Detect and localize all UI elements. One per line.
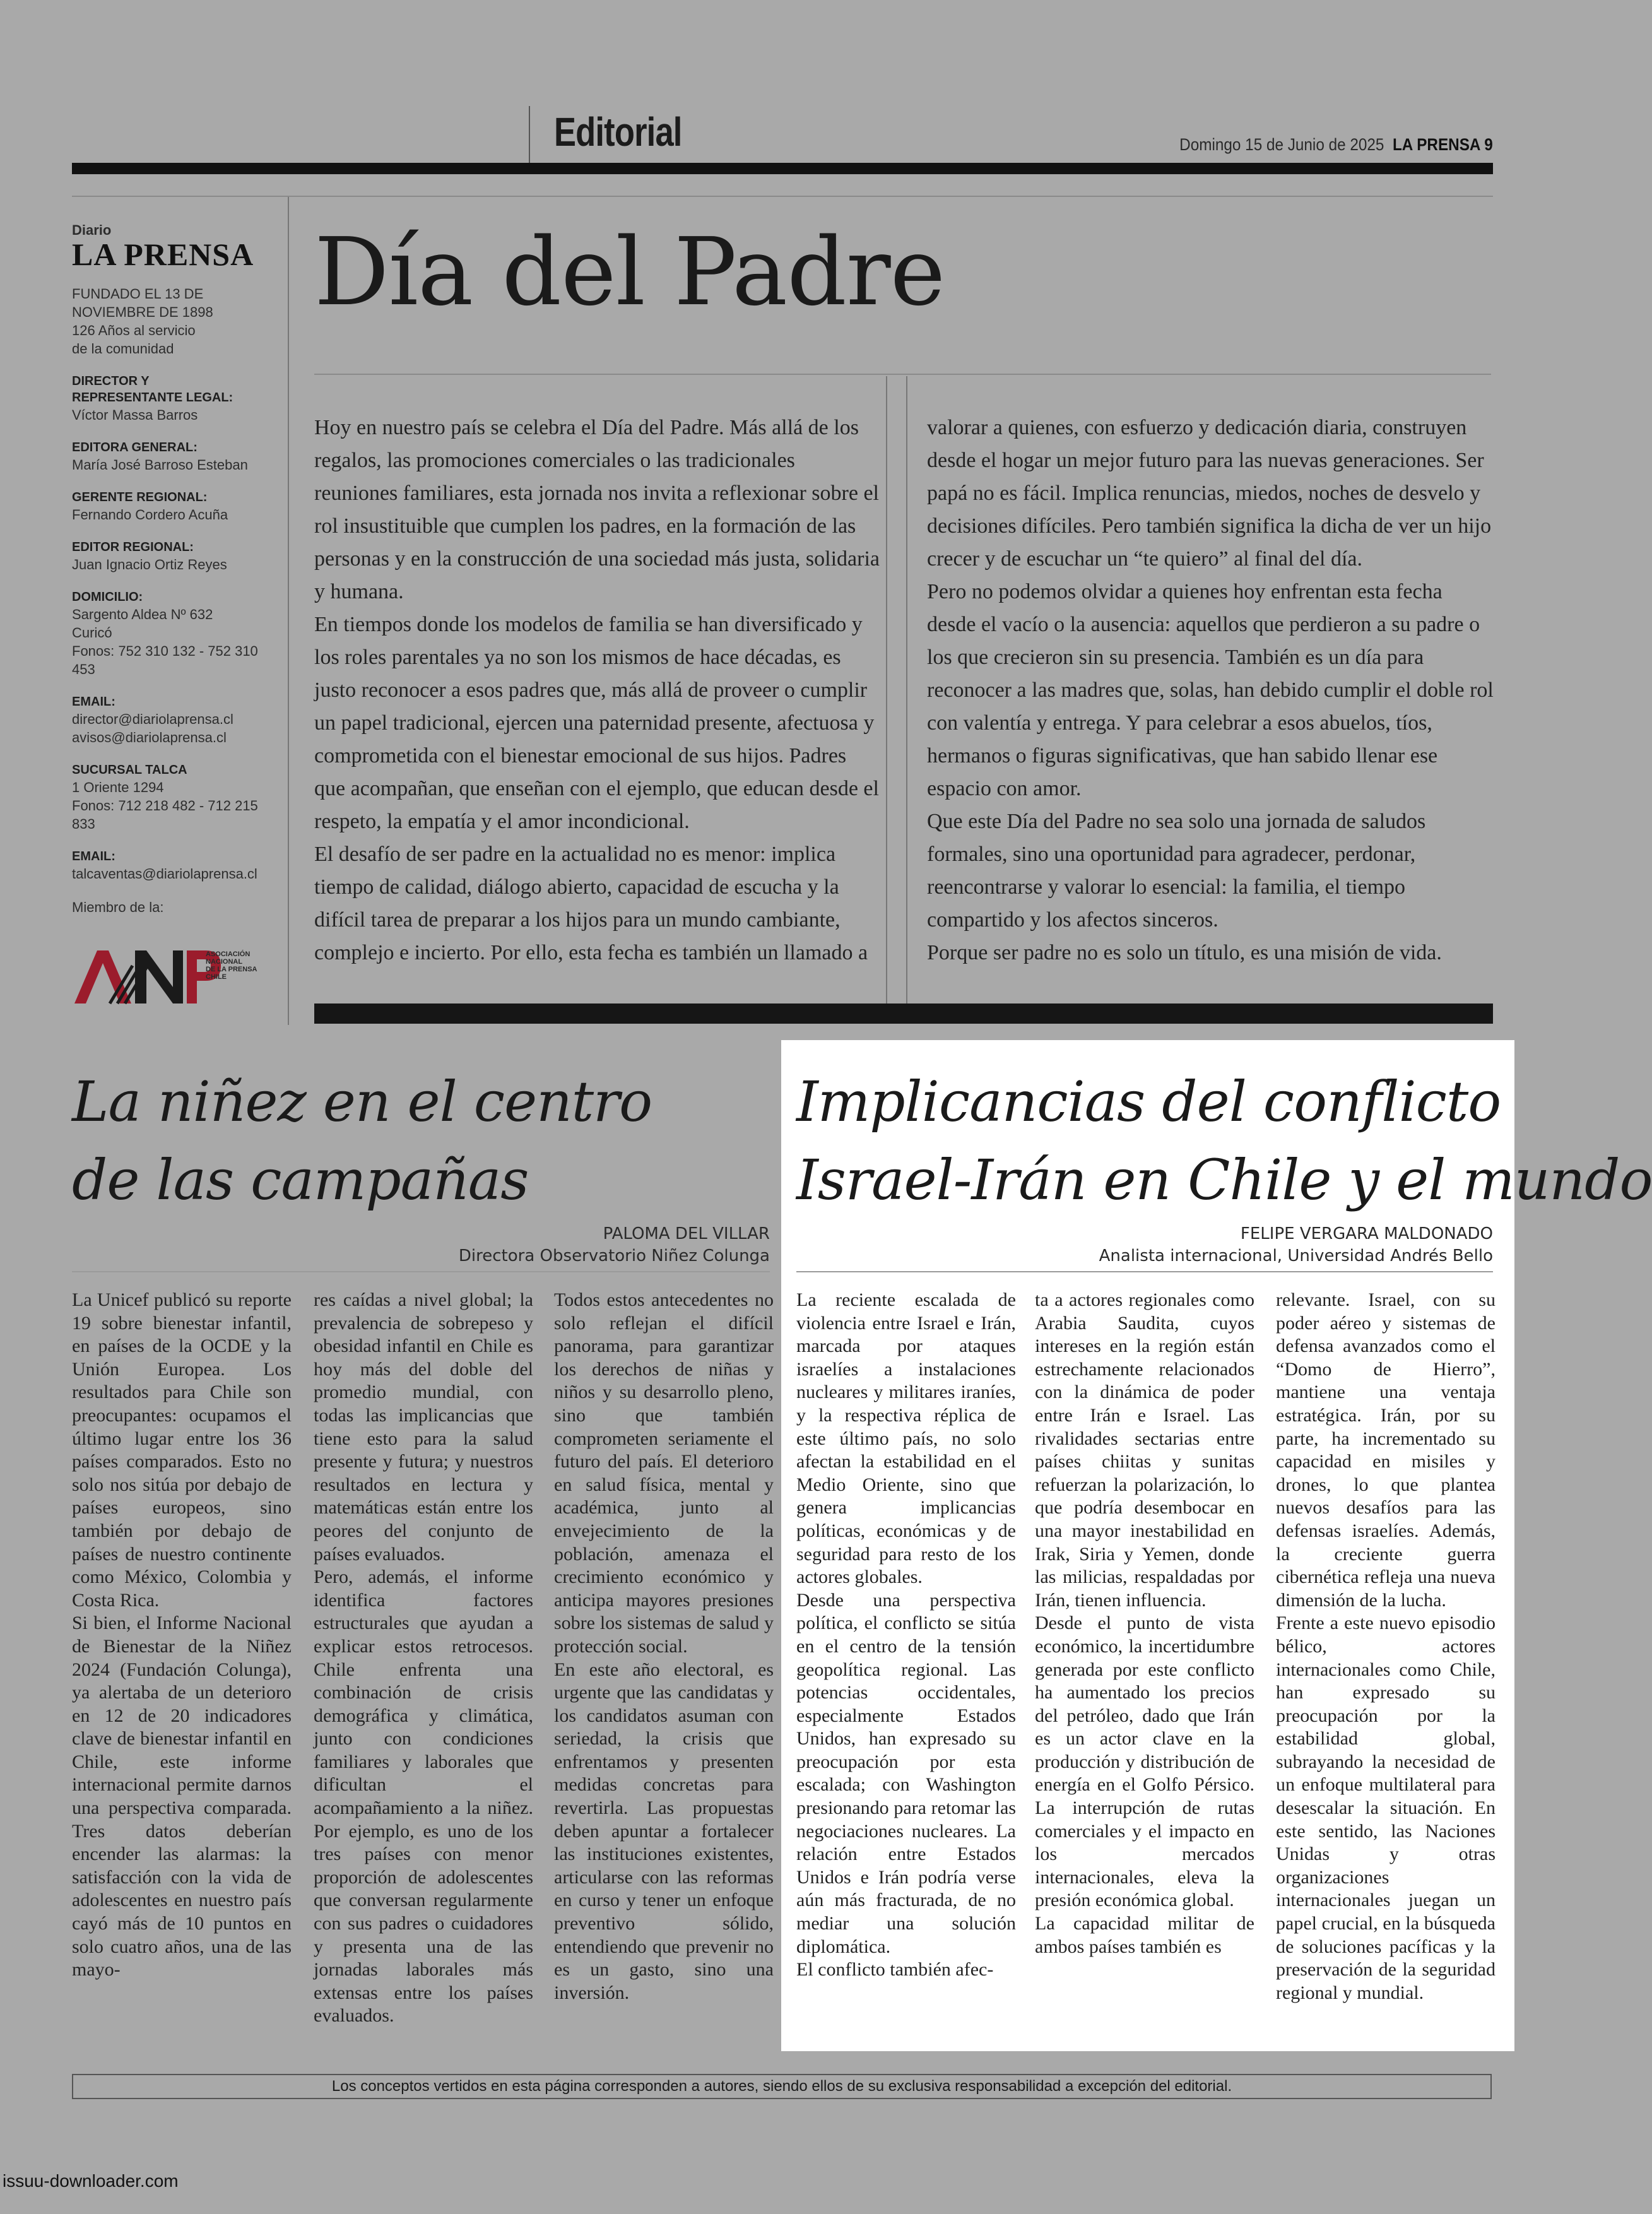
article-paragraph: El conflicto también afec- bbox=[796, 1959, 994, 1980]
article-right-byline bbox=[796, 1223, 1493, 1267]
masthead-brand: LA PRENSA bbox=[72, 237, 254, 272]
masthead-label: EMAIL: bbox=[72, 695, 115, 709]
article-left-column-2 bbox=[314, 1289, 533, 2028]
editorial-paragraph: Porque ser padre no es solo un título, es una misión de vida. bbox=[927, 941, 1442, 964]
article-paragraph: Desde el punto de vista económico, la incertidumbre generada por este conflicto ha aumentado los precios del petróleo, dado que Irán es un actor clave en la producción y distribución de energía en el Golfo Pérsico. La interrupción de rutas comerciales y el impacto en los mercados internacionales, eleva la presión económica global. bbox=[1035, 1613, 1254, 1911]
article-paragraph: Frente a este nuevo episodio bélico, actores internacionales como Chile, han expresado su preocupación por la estabilidad global, subrayando la necesidad de un enfoque multilateral para desescalar la situación. En este sentido, las Naciones Unidas y otras organizaciones internacionales juegan un papel crucial, en la búsqueda de soluciones pacíficas y la preservación de la seguridad regional y mundial. bbox=[1276, 1613, 1496, 2003]
editorial-column-1 bbox=[314, 411, 882, 969]
article-paragraph: Desde una perspectiva política, el conflicto se sitúa en el centro de la tensión geopolítica regional. Las potencias occidentales, especialmente Estados Unidos, han expresado su preocupación por esta escalada; con Washington presionando para retomar las negociaciones nucleares. La relación entre Estados Unidos e Irán podría verse aún más fracturada, de no mediar una solución diplomática. bbox=[796, 1589, 1016, 1957]
article-right-column-2 bbox=[1035, 1289, 1254, 1958]
author-name: FELIPE VERGARA MALDONADO bbox=[1240, 1224, 1493, 1243]
masthead-group bbox=[72, 589, 280, 678]
article-paragraph: La reciente escalada de violencia entre Israel e Irán, marcada por ataques israelíes a instalaciones nucleares y militares iraníes, y la respectiva réplica de este último país, no solo afectan la estabilidad en el Medio Oriente, sino que genera implicancias políticas, económicas y de seguridad para resto de los actores globales. bbox=[796, 1289, 1016, 1588]
masthead-group bbox=[72, 539, 280, 574]
email-link[interactable]: director@diariolaprensa.cl bbox=[72, 711, 233, 727]
column-divider bbox=[886, 376, 887, 1005]
issue-date: Domingo 15 de Junio de 2025 bbox=[1179, 135, 1384, 154]
article-paragraph: Si bien, el Informe Nacional de Bienestar de la Niñez 2024 (Fundación Colunga), ya alertaba de un deterioro en 12 de 20 indicadores clave de bienestar infantil en Chile, este informe internacional permite darnos una perspectiva comparada. Tres datos deberían encender las alarmas: la satisfacción con la vida de adolescentes en nuestro país cayó más de 10 puntos en solo cuatro años, una de las mayo- bbox=[72, 1613, 292, 1980]
editorial-paragraph: En tiempos donde los modelos de familia se han diversificado y los roles parentales ya no son los mismos de hace décadas, es justo reconocer a esos padres que, más allá de proveer o cumplir un papel tradicional, ejercen una paternidad presente, afectuosa y comprometida con el bienestar emocional de sus hijos. Padres que acompañan, que enseñan con el ejemplo, que educan desde el respeto, la empatía y el amor incondicional. bbox=[314, 613, 879, 833]
sidebar-divider bbox=[288, 197, 289, 1025]
article-right-headline bbox=[796, 1063, 1652, 1219]
byline-rule bbox=[72, 1271, 770, 1272]
author-role: Analista internacional, Universidad Andrés Bello bbox=[1099, 1246, 1493, 1265]
anp-logo bbox=[72, 947, 268, 1008]
article-left-byline bbox=[72, 1223, 770, 1267]
masthead-value: Juan Ignacio Ortiz Reyes bbox=[72, 557, 227, 572]
email-link[interactable]: talcaventas@diariolaprensa.cl bbox=[72, 866, 257, 882]
column-divider bbox=[906, 376, 907, 1005]
author-role: Directora Observatorio Niñez Colunga bbox=[458, 1246, 770, 1265]
member-of-label: Miembro de la: bbox=[72, 899, 164, 915]
masthead-label: SUCURSAL TALCA bbox=[72, 763, 187, 777]
author-name: PALOMA DEL VILLAR bbox=[603, 1224, 770, 1243]
editorial-paragraph: El desafío de ser padre en la actualidad no es menor: implica tiempo de calidad, diálogo abierto, capacidad de escucha y la difícil tarea de preparar a los hijos para un mundo cambiante, complejo e incierto. Por ello, esta fecha es también un llamado a bbox=[314, 843, 868, 964]
masthead-founded bbox=[72, 285, 280, 358]
masthead-label: EDITOR REGIONAL: bbox=[72, 540, 194, 554]
headline-line: Israel-Irán en Chile y el mundo bbox=[796, 1147, 1652, 1212]
founded-line: 126 Años al servicio bbox=[72, 323, 196, 338]
masthead-value: Fonos: 752 310 132 - 752 310 453 bbox=[72, 643, 258, 677]
anp-caption-line: ASOCIACIÓN bbox=[206, 950, 251, 958]
header-rule bbox=[72, 163, 1493, 174]
article-left-column-1 bbox=[72, 1289, 292, 1982]
headline-line: Implicancias del conflicto bbox=[796, 1069, 1501, 1134]
article-paragraph: res caídas a nivel global; la prevalencia de sobrepeso y obesidad infantil en Chile es hoy más del doble del promedio mundial, con todas las implicancias que tiene esto para la salud presente y futura; y nuestros resultados en lectura y matemáticas están entre los peores del conjunto de países evaluados. bbox=[314, 1289, 533, 1565]
editorial-paragraph: Pero no podemos olvidar a quienes hoy enfrentan esta fecha desde el vacío o la ausencia: aquellos que perdieron a su padre o los que crecieron sin su presencia. También es un día para reconocer a las madres que, solas, han debido cumplir el doble rol con valentía y entrega. Y para celebrar a esos abuelos, tíos, hermanos o figuras significativas, que han sabido llenar ese espacio con amor. bbox=[927, 580, 1494, 800]
masthead-value: Víctor Massa Barros bbox=[72, 407, 198, 423]
masthead-value: Curicó bbox=[72, 625, 112, 641]
article-left-headline bbox=[72, 1063, 652, 1219]
article-left-column-3 bbox=[554, 1289, 774, 2004]
article-paragraph: Todos estos antecedentes no solo reflejan el difícil panorama, para garantizar los derechos de niñas y niños y su desarrollo pleno, sino que también comprometen seriamente el futuro del país. El deterioro en salud física, mental y académica, junto al envejecimiento de la población, amenaza el crecimiento económico y anticipa mayores presiones sobre los sistemas de salud y protección social. bbox=[554, 1289, 774, 1657]
masthead-sidebar bbox=[72, 221, 280, 916]
masthead-group bbox=[72, 694, 280, 747]
headline-rule bbox=[314, 374, 1491, 375]
founded-line: NOVIEMBRE DE 1898 bbox=[72, 304, 213, 320]
founded-line: FUNDADO EL 13 DE bbox=[72, 286, 204, 302]
masthead-group bbox=[72, 848, 280, 883]
page-number: LA PRENSA 9 bbox=[1393, 135, 1493, 154]
editorial-paragraph: Que este Día del Padre no sea solo una jornada de saludos formales, sino una oportunidad para agradecer, perdonar, reencontrarse y valorar lo esencial: la familia, el tiempo compartido y los afectos sinceros. bbox=[927, 810, 1426, 932]
header-divider bbox=[529, 106, 530, 163]
header-thin-rule bbox=[72, 196, 1493, 197]
masthead-value: 1 Oriente 1294 bbox=[72, 779, 164, 795]
article-right-column-3 bbox=[1276, 1289, 1496, 2004]
article-right-column-1 bbox=[796, 1289, 1016, 1982]
masthead-label: REPRESENTANTE LEGAL: bbox=[72, 391, 233, 405]
article-paragraph: relevante. Israel, con su poder aéreo y sistemas de defensa avanzados como el “Domo de Hierro”, mantiene una ventaja estratégica. Irán, por su parte, ha incrementado su capacidad en misiles y drones, lo que plantea nuevos desafíos para las defensas israelíes. Además, la creciente guerra cibernética refleja una nueva dimensión de la lucha. bbox=[1276, 1289, 1496, 1611]
headline-line: de las campañas bbox=[72, 1147, 529, 1212]
masthead-label: EDITORA GENERAL: bbox=[72, 441, 198, 454]
editorial-bottom-bar bbox=[314, 1003, 1493, 1024]
masthead-group bbox=[72, 489, 280, 524]
masthead-group bbox=[72, 762, 280, 833]
article-paragraph: La Unicef publicó su reporte 19 sobre bienestar infantil, en países de la OCDE y la Unión Europea. Los resultados para Chile son preocupantes: ocupamos el último lugar entre los 36 países comparados. Esto no solo nos sitúa por debajo de países europeos, sino también por debajo de países de nuestro continente como México, Colombia y Costa Rica. bbox=[72, 1289, 292, 1611]
masthead-label: DOMICILIO: bbox=[72, 590, 143, 604]
masthead-group bbox=[72, 439, 280, 474]
masthead-diario: Diario bbox=[72, 222, 112, 238]
editorial-paragraph: Hoy en nuestro país se celebra el Día del Padre. Más allá de los regalos, las promociones comerciales o las tradicionales reuniones familiares, esta jornada nos invita a reflexionar sobre el rol insustituible que cumplen los padres, en la formación de las personas y en la construcción de una sociedad más justa, solidaria y humana. bbox=[314, 416, 880, 603]
masthead-value: Fonos: 712 218 482 - 712 215 833 bbox=[72, 798, 258, 832]
dateline bbox=[1179, 135, 1493, 155]
byline-rule bbox=[796, 1271, 1493, 1272]
headline-line: La niñez en el centro bbox=[72, 1069, 652, 1134]
masthead-label: GERENTE REGIONAL: bbox=[72, 490, 208, 504]
editorial-paragraph: valorar a quienes, con esfuerzo y dedicación diaria, construyen desde el hogar un mejor futuro para las nuevas generaciones. Ser papá no es fácil. Implica renuncias, miedos, noches de desvelo y decisiones difíciles. Pero también significa la dicha de ver un hijo crecer y de escuchar un “te quiero” al final del día. bbox=[927, 416, 1492, 571]
editorial-headline: Día del Padre bbox=[314, 218, 945, 326]
anp-caption bbox=[206, 950, 257, 981]
editorial-column-2 bbox=[927, 411, 1495, 969]
masthead-label: EMAIL: bbox=[72, 849, 115, 863]
masthead-group bbox=[72, 373, 280, 424]
anp-caption-line: CHILE bbox=[206, 973, 227, 981]
masthead-value: María José Barroso Esteban bbox=[72, 457, 248, 473]
masthead-value: Fernando Cordero Acuña bbox=[72, 507, 228, 523]
anp-caption-line: NACIONAL bbox=[206, 958, 243, 966]
email-link[interactable]: avisos@diariolaprensa.cl bbox=[72, 730, 227, 745]
article-paragraph: Pero, además, el informe identifica factores estructurales que ayudan a explicar estos retrocesos. Chile enfrenta una combinación de crisis demográfica y climática, junto con condiciones familiares y laborales que dificultan el acompañamiento a la niñez. Por ejemplo, es uno de los tres países con menor proporción de adolescentes que conversan regularmente con sus padres o cuidadores y presenta una de las jornadas laborales más extensas entre los países evaluados. bbox=[314, 1566, 533, 2027]
masthead-value: Sargento Aldea Nº 632 bbox=[72, 607, 213, 622]
article-paragraph: La capacidad militar de ambos países también es bbox=[1035, 1913, 1254, 1957]
article-paragraph: ta a actores regionales como Arabia Saudita, cuyos intereses en la región están estrechamente relacionados con la dinámica de poder entre Irán e Israel. Las rivalidades sectarias entre países chiitas y sunitas refuerzan la polarización, lo que podría desembocar en una mayor inestabilidad en Irak, Siria y Yemen, donde las milicias, respaldadas por Irán, tienen influencia. bbox=[1035, 1289, 1254, 1611]
watermark: issuu-downloader.com bbox=[3, 2171, 179, 2191]
masthead-label: DIRECTOR Y bbox=[72, 374, 150, 388]
masthead-groups bbox=[72, 373, 280, 883]
founded-line: de la comunidad bbox=[72, 341, 174, 357]
anp-caption-line: DE LA PRENSA bbox=[206, 966, 257, 973]
article-paragraph: En este año electoral, es urgente que las candidatas y los candidatos asuman con seriedad, la crisis que enfrentamos y presenten medidas concretas para revertirla. Las propuestas deben apuntar a fortalecer las instituciones existentes, articularse con las reformas en curso y tener un enfoque preventivo sólido, entendiendo que prevenir no es un gasto, sino una inversión. bbox=[554, 1659, 774, 2003]
disclaimer-box: Los conceptos vertidos en esta página corresponden a autores, siendo ellos de su exclusiva responsabilidad a excepción del editorial. bbox=[72, 2074, 1492, 2099]
section-title: Editorial bbox=[554, 109, 682, 155]
